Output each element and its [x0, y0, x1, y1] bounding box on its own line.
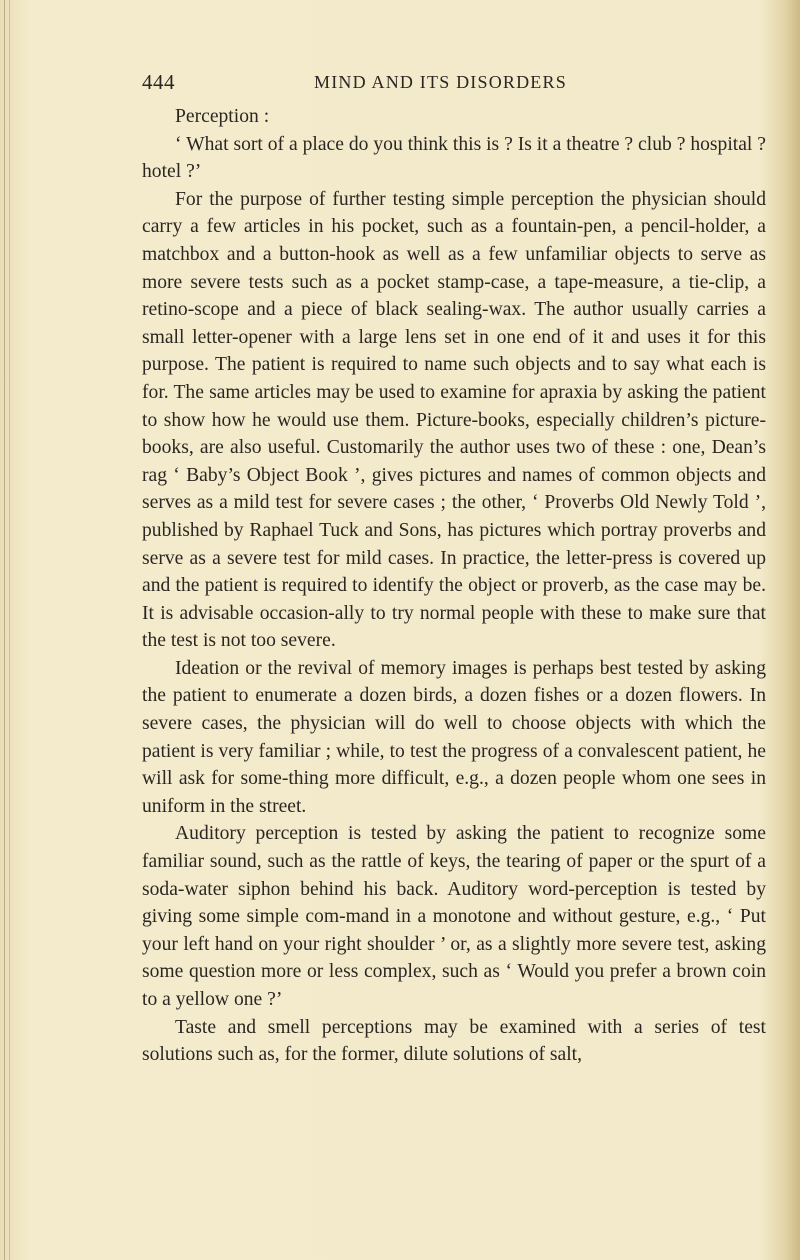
running-head: MIND AND ITS DISORDERS: [314, 72, 567, 92]
paragraph-simple-perception: For the purpose of further testing simple perception the physician should carry a few articles in his pocket, such as a fountain-pen, a pencil-holder, a matchbox and a button-hook as well as a few unfamiliar objects to serve as more severe tests such as a pocket stamp-case, a tape-measure, a tie-clip, a retino-scope and a piece of black sealing-wax. The author usually carries a small letter-opener with a large lens set in one end of it and uses it for this purpose. The patient is required to name such objects and to say what each is for. The same articles may be used to examine for apraxia by asking the patient to show how he would use them. Picture-books, especially children’s picture-books, are also useful. Customarily the author uses two of these : one, Dean’s rag ‘ Baby’s Object Book ’, gives pictures and names of common objects and serves as a mild test for severe cases ; the other, ‘ Proverbs Old Newly Told ’, published by Raphael Tuck and Sons, has pictures which portray proverbs and serve as a severe test for mild cases. In practice, the letter-press is covered up and the patient is required to identify the object or proverb, as the case may be. It is advisable occasion-ally to try normal people with these to make sure that the test is not too severe.: [142, 188, 766, 652]
paragraph-perception-heading: Perception :: [175, 106, 270, 127]
paragraph-ideation: Ideation or the revival of memory images is perhaps best tested by asking the patient to enumerate a dozen birds, a dozen fishes or a dozen flowers. In severe cases, the physician will do well to choose objects with which the patient is very familiar ; while, to test the progress of a convalescent patient, he will ask for some-thing more difficult, e.g., a dozen people whom one sees in uniform in the street.: [142, 657, 766, 817]
paragraph-question: ‘ What sort of a place do you think this is ? Is it a theatre ? club ? hospital ? hotel ?’: [142, 133, 766, 183]
page-edge-line-inner: [9, 0, 10, 1260]
body-text: [142, 103, 766, 1069]
paragraph-auditory-perception: Auditory perception is tested by asking the patient to recognize some familiar sound, such as the rattle of keys, the tearing of paper or the spurt of a soda-water siphon behind his back. Auditory word-perception is tested by giving some simple com-mand in a monotone and without gesture, e.g., ‘ Put your left hand on your right shoulder ’ or, as a slightly more severe test, asking some question more or less complex, such as ‘ Would you prefer a brown coin to a yellow one ?’: [142, 823, 766, 1010]
page-number: 444: [142, 70, 175, 94]
page-header: [142, 70, 612, 100]
paragraph-taste-smell: Taste and smell perceptions may be examined with a series of test solutions such as, for the former, dilute solutions of salt,: [142, 1016, 766, 1066]
page-edge-line: [4, 0, 5, 1260]
